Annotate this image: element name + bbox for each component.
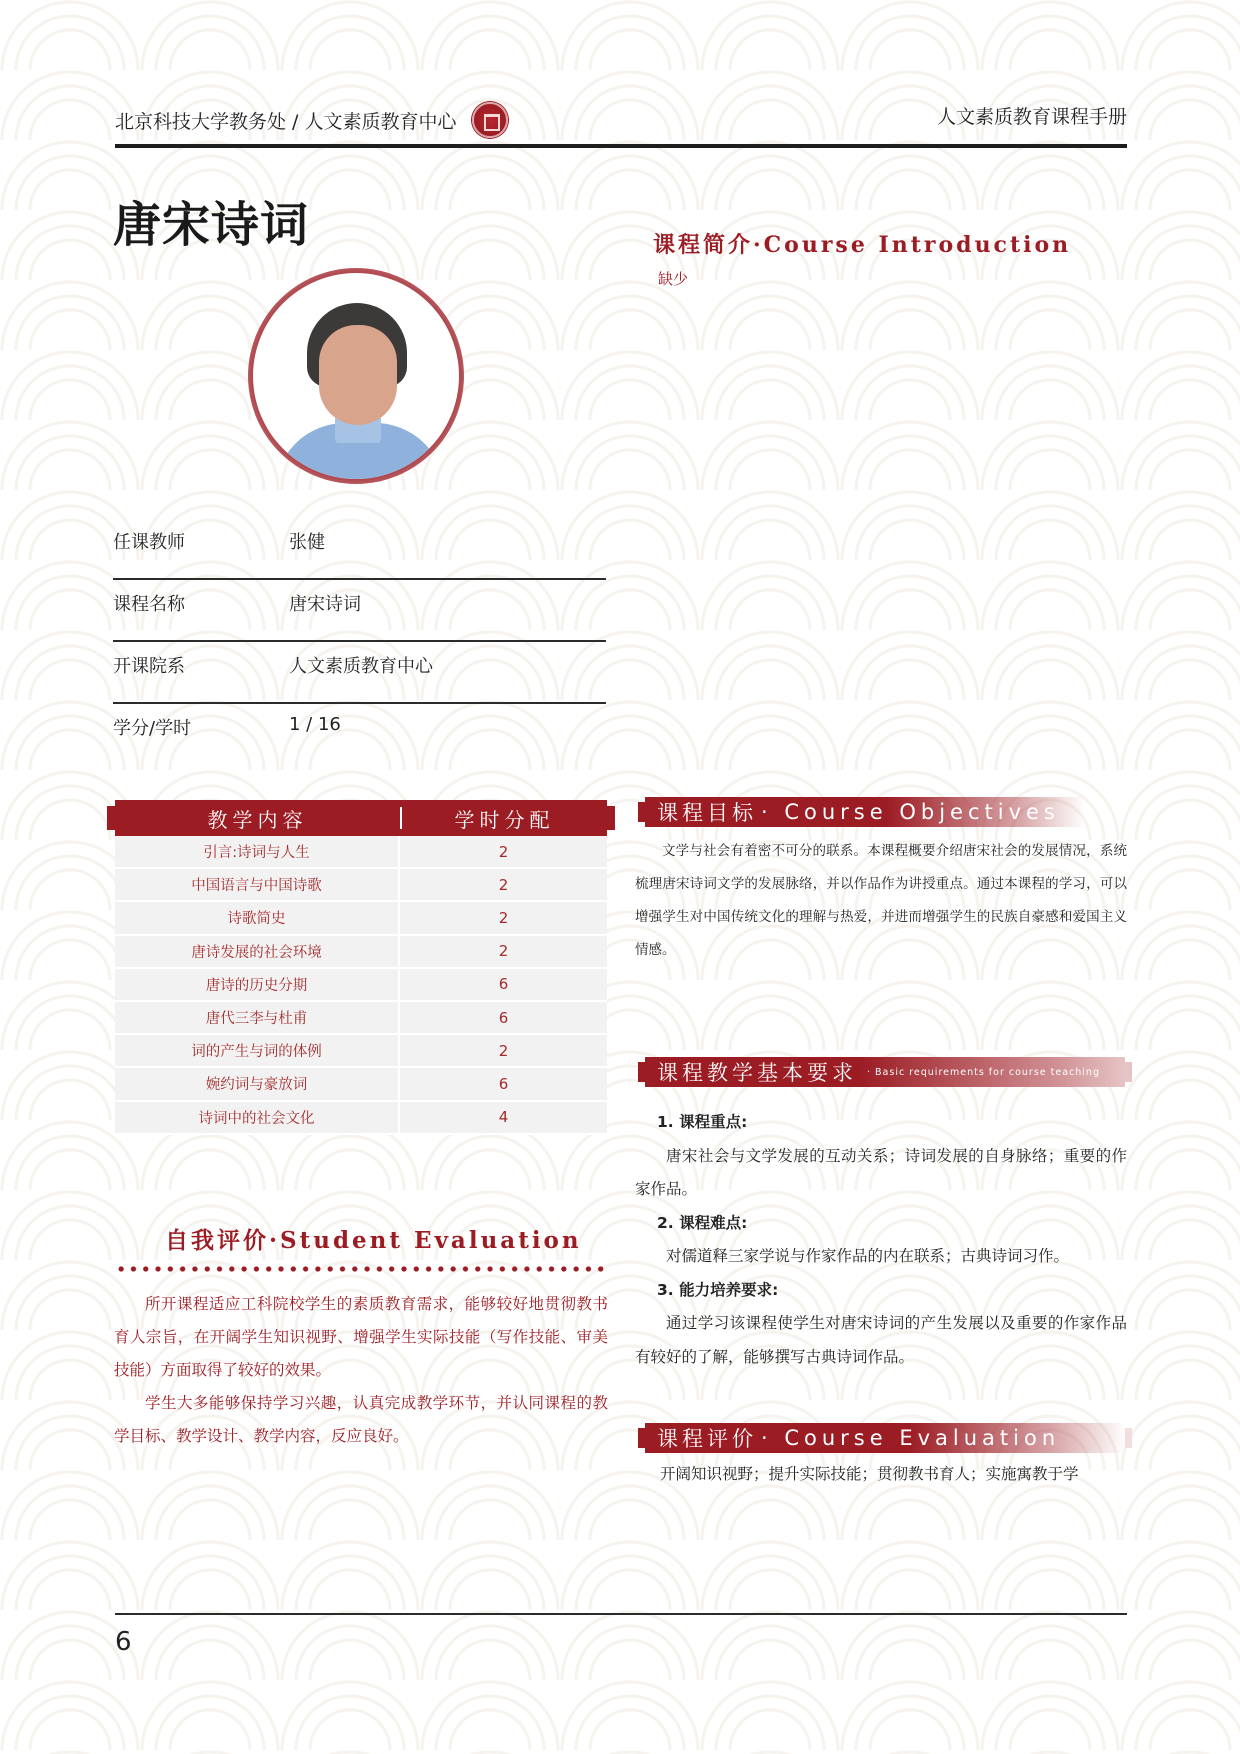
info-label: 任课教师 — [113, 532, 185, 553]
student-evaluation-title: 自我评价·Student Evaluation — [165, 1227, 582, 1254]
topic-cell: 诗歌简史 — [115, 902, 400, 933]
info-label: 开课院系 — [113, 656, 185, 677]
hours-cell: 6 — [400, 1002, 607, 1033]
course-evaluation-body: 开阔知识视野；提升实际技能；贯彻教书育人；实施寓教于学 — [660, 1465, 1079, 1483]
banner-title-en: · Basic requirements for course teaching — [867, 1066, 1100, 1078]
course-introduction-body: 缺少 — [658, 270, 689, 288]
course-introduction-title: 课程简介·Course Introduction — [653, 232, 1072, 258]
hours-cell: 2 — [400, 869, 607, 900]
student-evaluation-body — [114, 1288, 608, 1453]
table-row — [115, 902, 607, 935]
topic-cell: 中国语言与中国诗歌 — [115, 869, 400, 900]
course-objectives-banner — [645, 797, 1085, 827]
requirement-heading: 3. 能力培养要求: — [657, 1280, 779, 1299]
banner-title-en: · Course Evaluation — [761, 1426, 1061, 1450]
course-evaluation-banner — [645, 1423, 1125, 1453]
info-row-course-name — [113, 580, 606, 642]
page-header — [115, 98, 1127, 148]
topic-cell: 唐代三李与杜甫 — [115, 1002, 400, 1033]
table-row — [115, 1002, 607, 1035]
university-seal-icon — [472, 102, 508, 138]
info-label: 学分/学时 — [113, 718, 192, 739]
course-title: 唐宋诗词 — [113, 197, 310, 253]
course-objectives-body — [635, 835, 1127, 967]
topic-cell: 唐诗发展的社会环境 — [115, 936, 400, 967]
info-row-teacher — [113, 518, 606, 580]
table-header — [115, 800, 607, 836]
table-row — [115, 1102, 607, 1135]
info-value: 1 / 16 — [289, 714, 341, 735]
requirement-text: 对儒道释三家学说与作家作品的内在联系；古典诗词习作。 — [666, 1247, 1070, 1265]
course-info-list — [113, 518, 606, 766]
basic-requirements-body — [635, 1106, 1127, 1374]
topic-cell: 诗词中的社会文化 — [115, 1102, 400, 1133]
dotted-divider — [115, 1266, 607, 1272]
table-row — [115, 1035, 607, 1068]
banner-title-en: · Course Objectives — [761, 800, 1060, 824]
hours-cell: 2 — [400, 902, 607, 933]
table-row — [115, 969, 607, 1002]
table-row — [115, 836, 607, 869]
requirement-text: 通过学习该课程使学生对唐宋诗词的产生发展以及重要的作家作品有较好的了解，能够撰写古典诗词作品。 — [635, 1314, 1127, 1366]
objectives-paragraph: 文学与社会有着密不可分的联系。本课程概要介绍唐宋社会的发展情况，系统梳理唐宋诗词文学的发展脉络，并以作品作为讲授重点。通过本课程的学习，可以增强学生对中国传统文化的理解与热爱，并进而增强学生的民族自豪感和爱国主义情感。 — [635, 843, 1127, 958]
footer-divider — [115, 1613, 1127, 1615]
banner-title-cn: 课程教学基本要求 — [657, 1061, 857, 1085]
info-value: 唐宋诗词 — [289, 594, 361, 615]
info-row-department — [113, 642, 606, 704]
schedule-table — [115, 800, 607, 1135]
student-evaluation-paragraph: 所开课程适应工科院校学生的素质教育需求，能够较好地贯彻教书育人宗旨，在开阔学生知识视野、增强学生实际技能（写作技能、审美技能）方面取得了较好的效果。 — [114, 1295, 608, 1379]
table-row — [115, 1068, 607, 1101]
hours-cell: 6 — [400, 969, 607, 1000]
topic-cell: 婉约词与豪放词 — [115, 1068, 400, 1099]
banner-title-cn: 课程目标 — [657, 801, 757, 825]
header-handbook-title: 人文素质教育课程手册 — [936, 106, 1127, 128]
info-label: 课程名称 — [113, 594, 185, 615]
header-left — [115, 102, 508, 138]
header-divider — [115, 144, 1127, 148]
requirement-text: 唐宋社会与文学发展的互动关系；诗词发展的自身脉络；重要的作家作品。 — [635, 1146, 1127, 1198]
requirement-heading: 1. 课程重点: — [657, 1113, 748, 1131]
info-value: 张健 — [289, 532, 325, 553]
table-row — [115, 869, 607, 902]
info-row-credits — [113, 704, 606, 766]
topic-cell: 词的产生与词的体例 — [115, 1035, 400, 1066]
hours-cell: 2 — [400, 836, 607, 867]
column-header-hours: 学时分配 — [454, 807, 555, 832]
topic-cell: 唐诗的历史分期 — [115, 969, 400, 1000]
requirement-heading: 2. 课程难点: — [657, 1213, 748, 1232]
page-number: 6 — [115, 1627, 132, 1657]
basic-requirements-banner — [645, 1057, 1125, 1087]
banner-title-cn: 课程评价 — [657, 1427, 757, 1451]
portrait-face — [319, 325, 397, 425]
hours-cell: 2 — [400, 936, 607, 967]
hours-cell: 4 — [400, 1102, 607, 1133]
hours-cell: 2 — [400, 1035, 607, 1066]
column-header-content: 教学内容 — [207, 807, 308, 832]
header-institution: 北京科技大学教务处 / 人文素质教育中心 — [115, 110, 457, 133]
topic-cell: 引言:诗词与人生 — [115, 836, 400, 867]
info-value: 人文素质教育中心 — [289, 656, 433, 677]
table-row — [115, 936, 607, 969]
teacher-portrait — [253, 273, 459, 479]
hours-cell: 6 — [400, 1068, 607, 1099]
student-evaluation-paragraph: 学生大多能够保持学习兴趣，认真完成教学环节，并认同课程的教学目标、教学设计、教学内容，反应良好。 — [114, 1394, 608, 1445]
